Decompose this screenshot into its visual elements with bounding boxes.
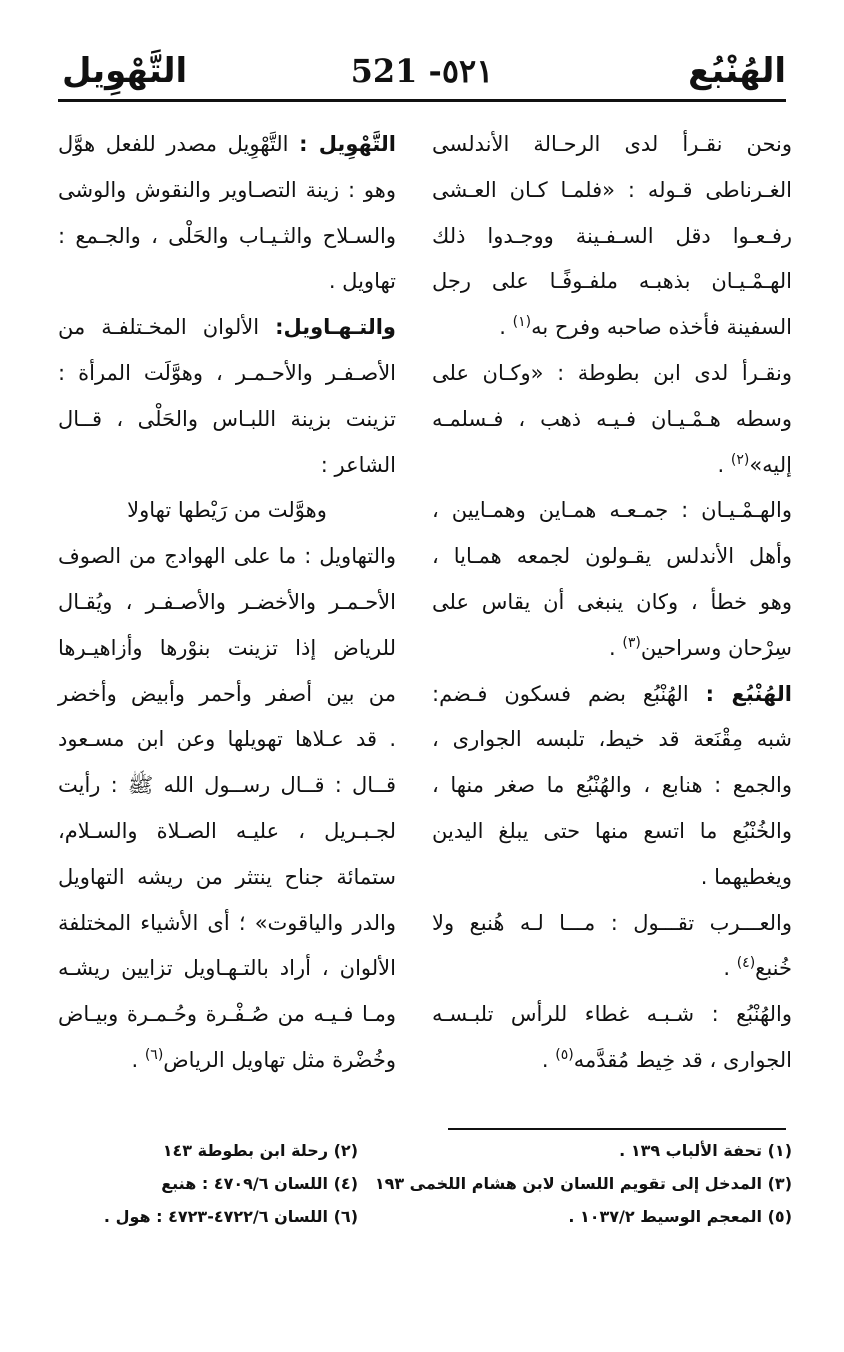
footnote-ref: (٥) [555, 1046, 574, 1063]
text-line: وأهل الأندلس يقـولون لجمعه همـايا ، [432, 544, 792, 569]
entry-line: الهُنْبُع : الهُنْبُع بضم فسكون فـضم: [432, 681, 792, 706]
text-line: الأحـمـر والأخضـر والأصـفـر ، ويُقـال [58, 589, 396, 614]
text-line: والهـمْـيـان : جمـعـه همـاين وهمـايين ، [432, 498, 792, 523]
text-line: شبه مِقْنَعة قد خيط، تلبسه الجوارى ، [432, 727, 792, 752]
text-line: الأصـفـر والأحـمـر ، وهوَّلَت المرأة : [58, 360, 396, 385]
header-rule [58, 99, 786, 102]
footnote: (٣) المدخل إلى تقويم اللسان لابن هشام اللخمى ١٩٣ [374, 1174, 792, 1193]
text-line: والسـلاح والثـيـاب والحَلْى ، والجـمع : [58, 223, 396, 248]
entry-headword: والتـهـاويل: [275, 315, 396, 340]
footnote: (٤) اللسان ٤٧٠٩/٦ : هنبع [161, 1174, 358, 1193]
entry-line: والتـهـاويل: الألوان المخـتلفـة من [58, 315, 396, 340]
footnotes-left [58, 1134, 358, 1233]
text-line: والجمع : هنابع ، والهُنْبُع ما صغر منها ، [432, 773, 792, 798]
footnote: (٦) اللسان ٤٧٢٢/٦-٤٧٢٣ : هول . [103, 1207, 358, 1226]
footnote: (٥) المعجم الوسيط ١٠٣٧/٢ . [568, 1207, 792, 1226]
text-line: وسطه هـمْـيـان فـيـه ذهب ، فـسلمـه [432, 406, 792, 431]
text-line: وهو خطأ ، وكان ينبغى أن يقاس على [432, 589, 792, 614]
entry-line: التَّهْوِيل : التَّهْوِيل مصدر للفعل هوَّل [58, 132, 397, 156]
text-line: خُنبع$^{(٤)}$ . [723, 955, 792, 981]
footnote: (١) تحفة الألباب ١٣٩ . [619, 1141, 792, 1160]
text-line: الهـمْـيـان بذهبـه ملفـوفًـا على رجل [432, 269, 792, 294]
text-line: الألوان ، أراد بالتـهـاويل تزايين ريشـه [58, 956, 396, 981]
text-line: ويغطيهما . [700, 864, 792, 889]
text-line: والتهاويل : ما على الهوادج من الصوف [58, 544, 396, 569]
left-column [58, 122, 396, 1084]
right-column [432, 122, 792, 1084]
text-line: تزينت بزينة اللبـاس والحَلْى ، قــال [58, 406, 396, 431]
text-line: إليه»$^{(٢)}$ . [717, 451, 792, 477]
entry-headword: التَّهْوِيل : [299, 132, 397, 156]
text-line: وهو : زينة التصـاوير والنقوش والوشى [58, 177, 396, 202]
footnote-ref: (٦) [144, 1046, 164, 1063]
text-line: سِرْحان وسراحين$^{(٣)}$ . [609, 634, 792, 660]
text-line: قــال : قــال رســول الله ﷺ : رأيت [58, 773, 396, 798]
header-headword-left: التَّهْوِيل [62, 51, 188, 91]
text-line: لجـبـريل ، عليـه الصـلاة والسـلام، [58, 818, 396, 843]
text-line: وخُضْرة مثل تهاويل الرياض$^{(٦)}$ . [131, 1046, 396, 1072]
text-line: الجوارى ، قد خِيط مُقدَّمه$^{(٥)}$ . [541, 1046, 792, 1072]
text-line: ونحن نقـرأ لدى الرحـالة الأندلسى [432, 132, 792, 156]
text-line: والعـــرب تقـــول : مـــا لـه هُنبع ولا [432, 910, 792, 935]
text-line: رفـعـوا دقل السـفـينة ووجـدوا ذلك [432, 223, 792, 248]
text-line: ومـا فـيـه من صُـفْـرة وحُـمـرة وبيـاض [58, 1002, 396, 1027]
footnote-ref: (٤) [736, 955, 756, 972]
text-line: للرياض إذا تزينت بنوْرها وأزاهيـرها [58, 635, 396, 660]
text-line: الغـرناطى قـوله : «فلمـا كـان العـشى [432, 177, 792, 202]
footnote-ref: (٢) [730, 451, 750, 468]
text-line: السفينة فأخذه صاحبه وفرح به$^{(١)}$ . [499, 314, 792, 340]
entry-headword: الهُنْبُع : [705, 681, 792, 706]
text-line: والدر والياقوت» ؛ أى الأشياء المختلفة [58, 910, 396, 935]
text-line: الشاعر : [320, 452, 396, 477]
header-headword-right: الهُنْبُع [688, 51, 786, 91]
poem-verse: وهوَّلت من رَيْطها تهاولا [127, 498, 327, 523]
footnote-ref: (٣) [622, 634, 641, 651]
text-line: والخُنْبُع ما اتسع منها حتى يبلغ اليدين [432, 818, 792, 843]
footnote-ref: (١) [512, 314, 532, 331]
text-line: من بين أصفر وأحمر وأبيض وأخضر [58, 681, 396, 706]
footnotes-right [374, 1134, 792, 1233]
text-line: ستمائة جناح ينتثر من ريشه التهاويل [58, 864, 396, 889]
text-line: ونقـرأ لدى ابن بطوطة : «وكـان على [432, 360, 792, 385]
text-line: والهُنْبُع : شـبـه غطاء للرأس تلبـسـه [432, 1002, 792, 1027]
footnote: (٢) رحلة ابن بطوطة ١٤٣ [162, 1141, 358, 1160]
footnote-rule [448, 1128, 786, 1130]
text-line: . قد عـلاها تهويلها وعن ابن مسـعود [58, 727, 396, 752]
header-page-number: 521 -٥٢١ [350, 52, 494, 90]
text-line: تهاويل . [328, 269, 396, 294]
